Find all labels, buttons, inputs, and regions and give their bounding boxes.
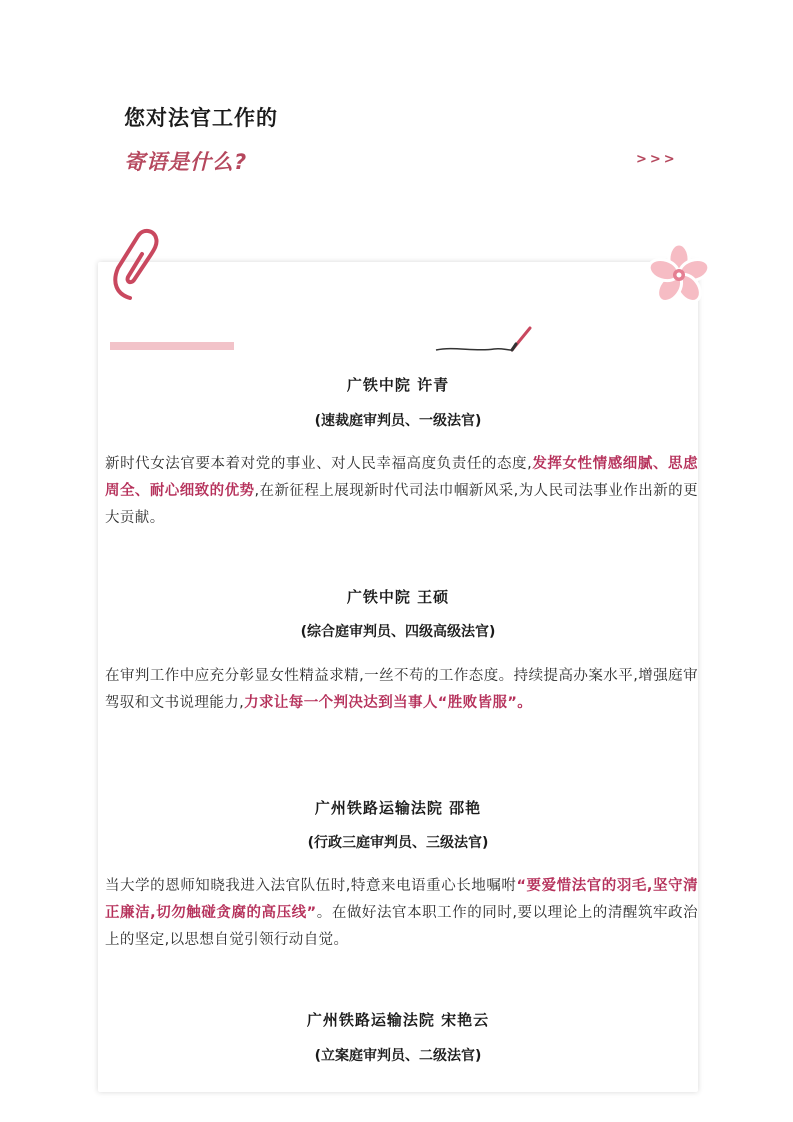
decorative-strip <box>110 342 234 350</box>
entry-name: 广铁中院 许青 <box>346 376 450 394</box>
section-subheading: 寄语是什么? <box>124 150 248 174</box>
message-text: 。在做好法官本职工作的同时,要以理论上的清醒筑牢政治上的坚定,以思想自觉引领行动自觉。 <box>105 905 698 948</box>
message-text: 在审判工作中应充分彰显女性精益求精,一丝不苟的工作态度。持续提高办案水平,增强庭审驾驭和文书说理能力, <box>105 668 698 711</box>
entry-role: (速裁庭审判员、一级法官) <box>309 410 488 430</box>
message-highlight: “要爱惜法官的羽毛,坚守清正廉洁,切勿触碰贪腐的高压线” <box>105 878 698 921</box>
cherry-blossom-icon <box>642 240 716 310</box>
entry-message <box>105 451 698 532</box>
entry-role: (行政三庭审判员、三级法官) <box>302 832 495 852</box>
arrows-decoration: >>> <box>636 152 678 167</box>
entry-role: (综合庭审判员、四级高级法官) <box>295 621 502 641</box>
message-text: 当大学的恩师知晓我进入法官队伍时,特意来电语重心长地嘱咐 <box>105 878 517 894</box>
entry-message <box>105 873 698 954</box>
entry-message <box>105 663 698 717</box>
section-heading: 您对法官工作的 <box>124 106 278 130</box>
message-text: 新时代女法官要本着对党的事业、对人民幸福高度负责任的态度, <box>105 456 533 472</box>
entry-role: (立案庭审判员、二级法官) <box>309 1045 488 1065</box>
entry-name: 广州铁路运输法院 邵艳 <box>314 799 482 817</box>
message-highlight: 发挥女性情感细腻、思虑周全、耐心细致的优势 <box>105 456 698 499</box>
entry-name: 广州铁路运输法院 宋艳云 <box>306 1011 490 1029</box>
paperclip-icon <box>108 224 164 306</box>
message-text: ,在新征程上展现新时代司法巾帼新风采,为人民司法事业作出新的更大贡献。 <box>105 483 698 526</box>
message-highlight: 力求让每一个判决达到当事人“胜败皆服”。 <box>244 695 533 711</box>
entry-role-wrap <box>98 1045 698 1065</box>
pen-icon <box>434 322 534 358</box>
entry-name: 广铁中院 王硕 <box>346 588 450 606</box>
entry-role-wrap <box>98 410 698 430</box>
entry-role-wrap <box>98 832 698 852</box>
entry-role-wrap <box>98 621 698 641</box>
